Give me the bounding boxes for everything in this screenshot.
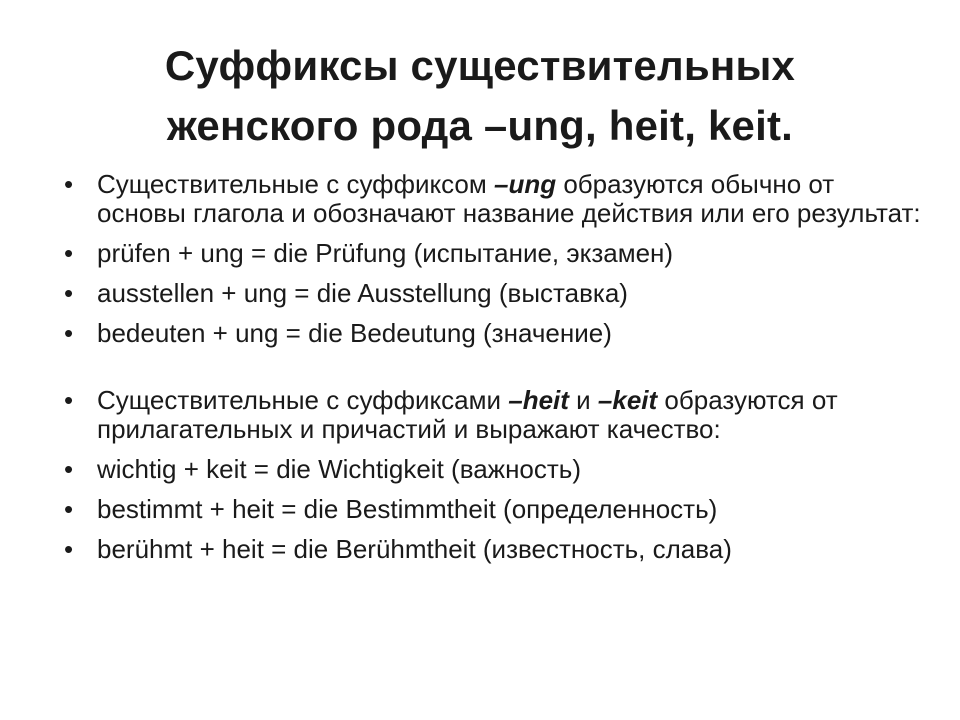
bullet-icon: •	[64, 494, 74, 524]
example-text: prüfen + ung = die Prüfung (испытание, экзамен)	[97, 238, 674, 268]
group-spacer	[62, 359, 922, 386]
slide-content	[62, 170, 922, 575]
example-text: ausstellen + ung = die Ausstellung (выставка)	[97, 278, 628, 308]
example-text: bestimmt + heit = die Bestimmtheit (определенность)	[97, 494, 718, 524]
bullet-icon: •	[64, 318, 74, 348]
bullet-item-ung-intro	[62, 170, 922, 228]
example-text: wichtig + keit = die Wichtigkeit (важность)	[97, 454, 581, 484]
bullet-icon: •	[64, 534, 74, 564]
suffix-ung: –ung	[494, 169, 557, 199]
bullet-item-example	[62, 535, 922, 564]
bullet-icon: •	[64, 278, 74, 308]
bullet-item-example	[62, 455, 922, 484]
bullet-icon: •	[64, 169, 74, 199]
intro-text-end: образуются от прилагательных и причастий и выражают качество:	[97, 385, 838, 444]
bullet-item-example	[62, 239, 922, 268]
slide-title	[60, 36, 900, 156]
bullet-list-ung	[62, 170, 922, 348]
bullet-item-example	[62, 319, 922, 348]
example-text: bedeuten + ung = die Bedeutung (значение)	[97, 318, 612, 348]
suffix-heit: –heit	[508, 385, 569, 415]
bullet-item-example	[62, 279, 922, 308]
bullet-item-heit-keit-intro	[62, 386, 922, 444]
bullet-icon: •	[64, 238, 74, 268]
bullet-icon: •	[64, 385, 74, 415]
title-line-2: женского рода –ung, heit, keit.	[166, 102, 794, 149]
title-line-1: Суффиксы существительных	[164, 42, 796, 89]
bullet-item-example	[62, 495, 922, 524]
bullet-icon: •	[64, 454, 74, 484]
example-text: berühmt + heit = die Berühmtheit (известность, слава)	[97, 534, 732, 564]
intro-text-end: образуются обычно от основы глагола и обозначают название действия или его результат:	[97, 169, 921, 228]
intro-text-conjunction: и	[568, 385, 598, 415]
intro-text-start: Существительные с суффиксом	[97, 169, 494, 199]
intro-text-start: Существительные с суффиксами	[97, 385, 509, 415]
bullet-list-heit-keit	[62, 386, 922, 564]
suffix-keit: –keit	[597, 385, 658, 415]
